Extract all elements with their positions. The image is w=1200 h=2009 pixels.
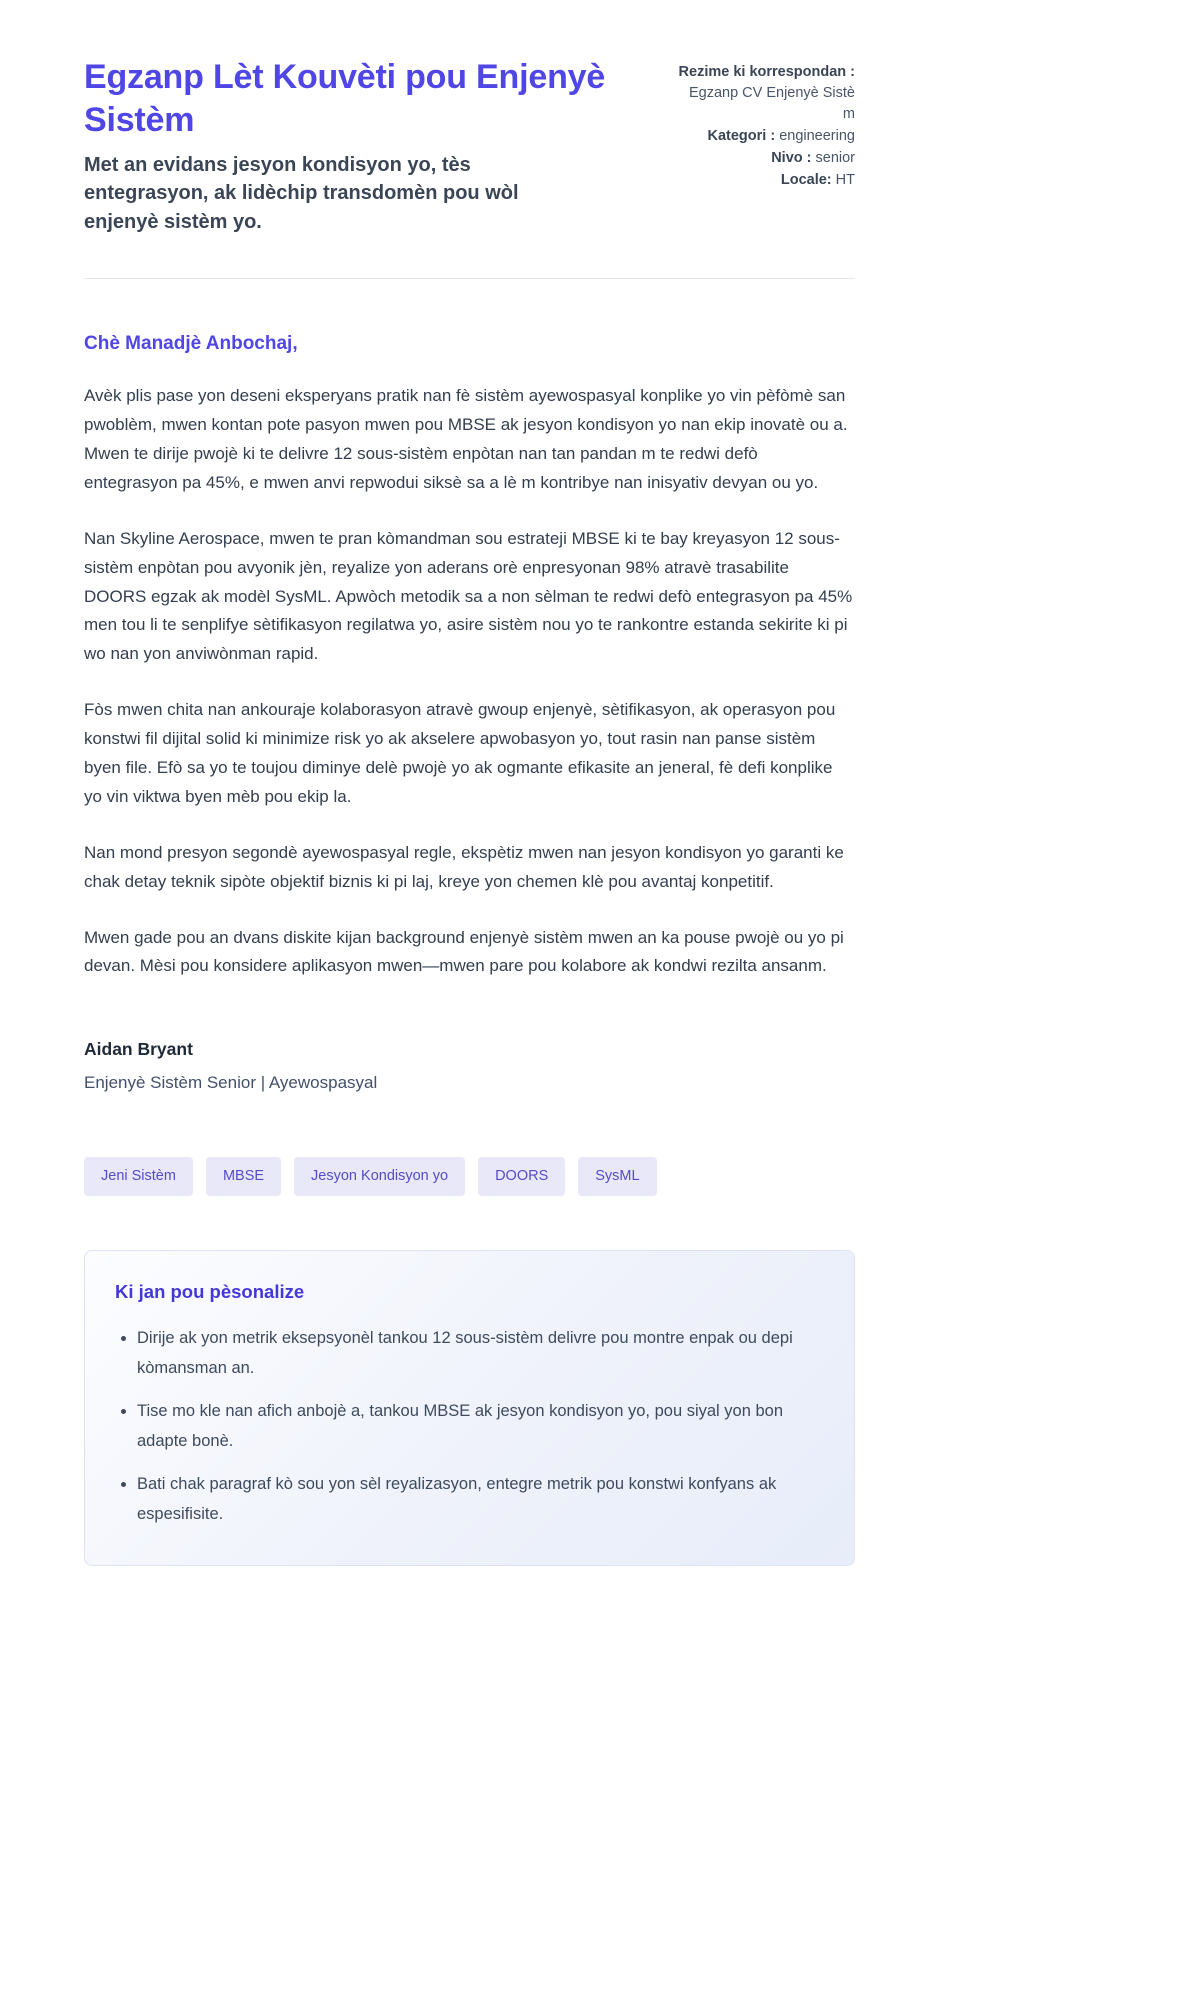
tag-list [84,1157,855,1196]
tip-item: • Dirije ak yon metrik eksepsyonèl tankou 12 sous-sistèm delivre pou montre enpak ou depi kòmansman an. [137,1323,824,1383]
letter-paragraph: Avèk plis pase yon deseni eksperyans pratik nan fè sistèm ayewospasyal konplike yo vin pèfòmè san pwoblèm, mwen kontan pote pasyon mwen pou MBSE ak jesyon kondisyon yo nan ekip inovatè ou a. Mwen te dirije pwojè ki te delivre 12 sous-sistèm enpòtan nan tan pandan m te redwi defò entegrasyon pa 45%, e mwen anvi repwodui siksè sa a lè m kontribye nan inisyativ devyan ou yo. [84,386,848,492]
tips-title: Ki jan pou pèsonalize [115,1280,305,1302]
meta-panel [677,62,855,192]
page-subtitle: Met an evidans jesyon kondisyon yo, tès entegrasyon, ak lidèchip transdomèn pou wòl enjenyè sistèm yo. [84,154,519,233]
signature-block [84,1039,855,1093]
tag-chip-doors: DOORS [478,1157,565,1196]
greeting: Chè Manadjè Anbochaj, [84,333,298,355]
meta-item-level [677,148,855,169]
letter-paragraph: Nan mond presyon segondè ayewospasyal regle, ekspètiz mwen nan jesyon kondisyon yo garanti ke chak detay teknik sipòte objektif biznis ki pi laj, kreye yon chemen klè pou avantaj konpetitif. [84,842,844,891]
letter-paragraph: Fòs mwen chita nan ankouraje kolaborasyon atravè gwoup enjenyè, sètifikasyon, ak operasyon pou konstwi fil dijital solid ki minimize risk yo ak akselere apwobasyon yo, tout rasin nan panse sistèm byen file. Efò sa yo te toujou diminye delè pwojè yo ak ogmante efikasite an jeneral, fè defi konplike yo vin viktwa byen mèb pou ekip la. [84,700,836,806]
tag-chip-jeni-sistem: Jeni Sistèm [84,1157,193,1196]
meta-label: Kategori : [707,128,776,145]
signature-name: Aidan Bryant [84,1039,193,1060]
meta-label: Locale: [780,172,832,189]
divider [84,278,855,279]
letter-body [84,333,855,1093]
page-header [84,56,855,236]
meta-item-category [677,126,855,147]
tips-box [84,1250,855,1566]
meta-label: Nivo : [771,150,812,167]
meta-value: senior [815,150,855,167]
cover-letter-page [84,0,855,1632]
meta-label: Rezime ki korrespondan : [678,64,855,80]
tag-chip-mbse: MBSE [206,1157,281,1196]
letter-paragraph: Mwen gade pou an dvans diskite kijan background enjenyè sistèm mwen an ka pouse pwojè ou yo pi devan. Mèsi pou konsidere aplikasyon mwen—mwen pare pou kolabore ak kondwi rezilta ansanm. [84,927,844,976]
meta-item-locale [677,170,855,191]
meta-value: engineering [779,128,855,145]
tip-item: • Bati chak paragraf kò sou yon sèl reyalizasyon, entegre metrik pou konstwi konfyans ak espesifisite. [137,1469,824,1529]
signature-role: Enjenyè Sistèm Senior | Ayewospasyal [84,1073,378,1093]
tag-chip-jesyon-kondisyon: Jesyon Kondisyon yo [294,1157,465,1196]
meta-value: Egzanp CV Enjenyè Sistèm [688,85,855,123]
tips-list [115,1323,824,1529]
meta-value: HT [835,172,855,189]
letter-paragraph: Nan Skyline Aerospace, mwen te pran kòmandman sou estrateji MBSE ki te bay kreyasyon 12 sous-sistèm enpòtan pou avyonik jèn, reyalize yon aderans orè enpresyonan 98% atravè trasabilite DOORS egzak ak modèl SysML. Apwòch metodik sa a non sèlman te redwi defò entegrasyon pa 45% men tou li te senplifye sètifikasyon regilatwa yo, asire sistèm nou yo te rankontre estanda sekirite ki pi wo nan yon anviwònman rapid. [84,528,853,664]
tip-item: • Tise mo kle nan afich anbojè a, tankou MBSE ak jesyon kondisyon yo, pou siyal yon bon adapte bonè. [137,1396,824,1456]
page-title: Egzanp Lèt Kouvèti pou Enjenyè Sistèm [84,58,606,139]
header-title-block [84,56,661,236]
meta-item-matching-resume [677,62,855,125]
tag-chip-sysml: SysML [578,1157,656,1196]
